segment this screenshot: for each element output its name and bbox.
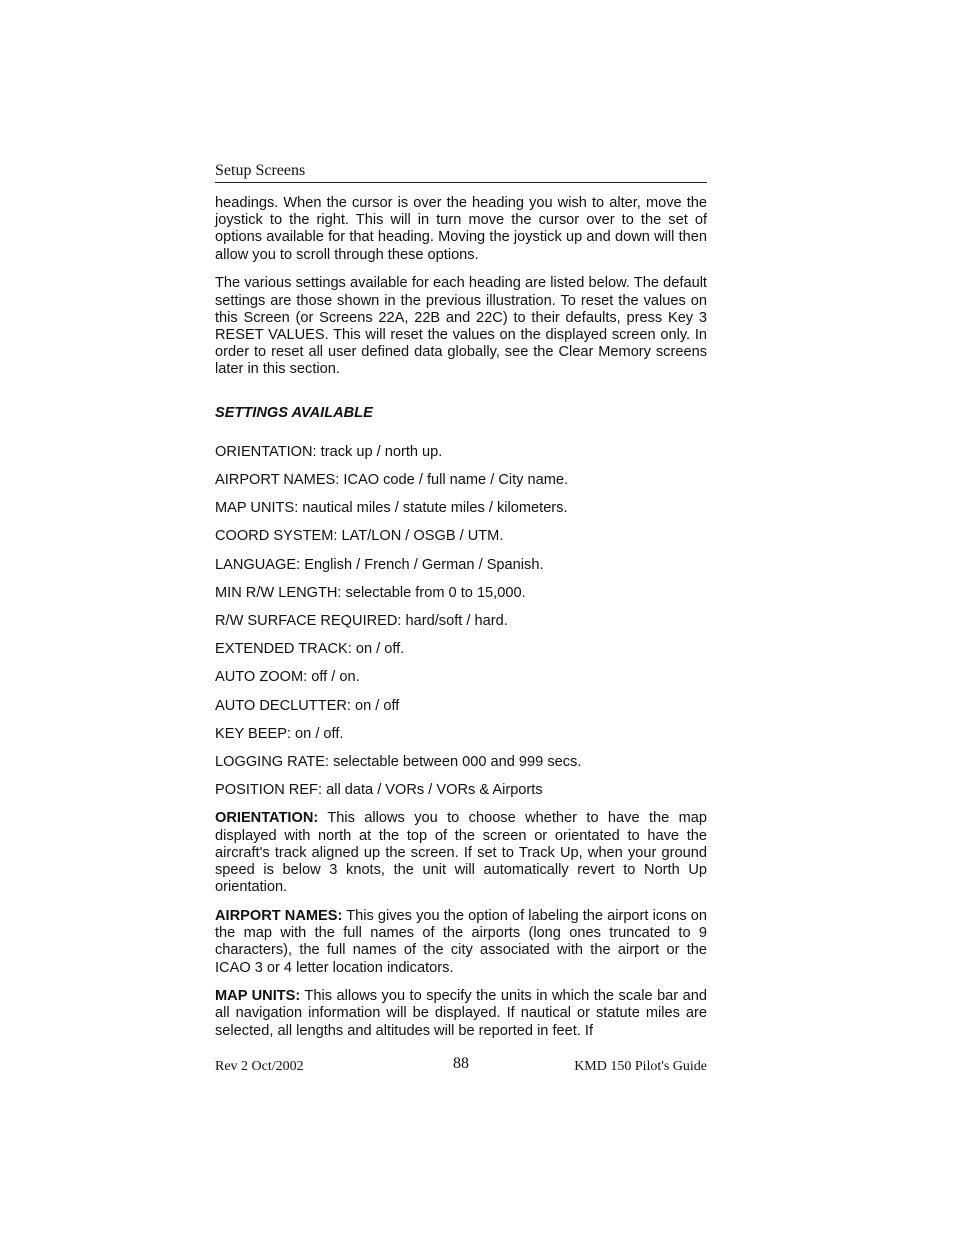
- setting-min-rw-length: MIN R/W LENGTH: selectable from 0 to 15,000.: [215, 584, 526, 601]
- setting-map-units: MAP UNITS: nautical miles / statute miles / kilometers.: [215, 500, 568, 517]
- setting-auto-declutter: AUTO DECLUTTER: on / off: [215, 697, 400, 714]
- settings-section-title: SETTINGS AVAILABLE: [215, 404, 373, 421]
- setting-coord-system: COORD SYSTEM: LAT/LON / OSGB / UTM.: [215, 528, 504, 545]
- page-footer: [215, 1055, 707, 1079]
- setting-extended-track: EXTENDED TRACK: on / off.: [215, 641, 405, 658]
- revision-label: Rev 2 Oct/2002: [215, 1059, 304, 1074]
- paragraph-defaults: The various settings available for each heading are listed below. The default settings are those shown in the previous illustration. To reset the values on this Screen (or Screens 22A, 22B and 22C) to their defaults, press Key 3 RESET VALUES. This will reset the values on the displayed screen only. In order to reset all user defined data globally, see the Clear Memory screens later in this section.: [215, 275, 707, 378]
- paragraph-airport-names: [215, 908, 707, 977]
- airport-names-description: This gives you the option of labeling the airport icons on the map with the full names of the airports (long ones truncated to 9 characters), the full names of the city associated with the airport or the ICAO 3 or 4 letter location indicators.: [215, 907, 707, 976]
- setting-position-ref: POSITION REF: all data / VORs / VORs & Airports: [215, 782, 543, 799]
- paragraph-orientation: [215, 810, 707, 896]
- guide-title: KMD 150 Pilot's Guide: [574, 1059, 707, 1074]
- paragraph-map-units: [215, 988, 707, 1040]
- page-body: [215, 195, 707, 1051]
- section-heading: Setup Screens: [215, 162, 306, 179]
- setting-auto-zoom: AUTO ZOOM: off / on.: [215, 669, 360, 686]
- setting-orientation: ORIENTATION: track up / north up.: [215, 443, 443, 460]
- setting-rw-surface: R/W SURFACE REQUIRED: hard/soft / hard.: [215, 612, 508, 629]
- page-header: [215, 162, 707, 183]
- page-number: 88: [453, 1055, 469, 1072]
- paragraph-intro: headings. When the cursor is over the heading you wish to alter, move the joystick to the right. This will in turn move the cursor over to the set of options available for that heading. Moving the joystick up and down will then allow you to scroll through these options.: [215, 195, 707, 263]
- setting-airport-names: AIRPORT NAMES: ICAO code / full name / City name.: [215, 471, 569, 488]
- term-airport-names: AIRPORT NAMES:: [215, 907, 343, 924]
- setting-logging-rate: LOGGING RATE: selectable between 000 and 999 secs.: [215, 753, 582, 770]
- orientation-description: This allows you to choose whether to have the map displayed with north at the top of the screen or orientated to have the aircraft's track aligned up the screen. If set to Track Up, when your ground speed is below 3 knots, the unit will automatically revert to North Up orientation.: [215, 810, 707, 896]
- setting-language: LANGUAGE: English / French / German / Spanish.: [215, 556, 544, 573]
- term-orientation: ORIENTATION:: [215, 810, 319, 827]
- term-map-units: MAP UNITS:: [215, 988, 301, 1005]
- map-units-description: This allows you to specify the units in which the scale bar and all navigation information will be displayed. If nautical or statute miles are selected, all lengths and altitudes will be reported in feet. If: [215, 988, 707, 1039]
- setting-key-beep: KEY BEEP: on / off.: [215, 725, 344, 742]
